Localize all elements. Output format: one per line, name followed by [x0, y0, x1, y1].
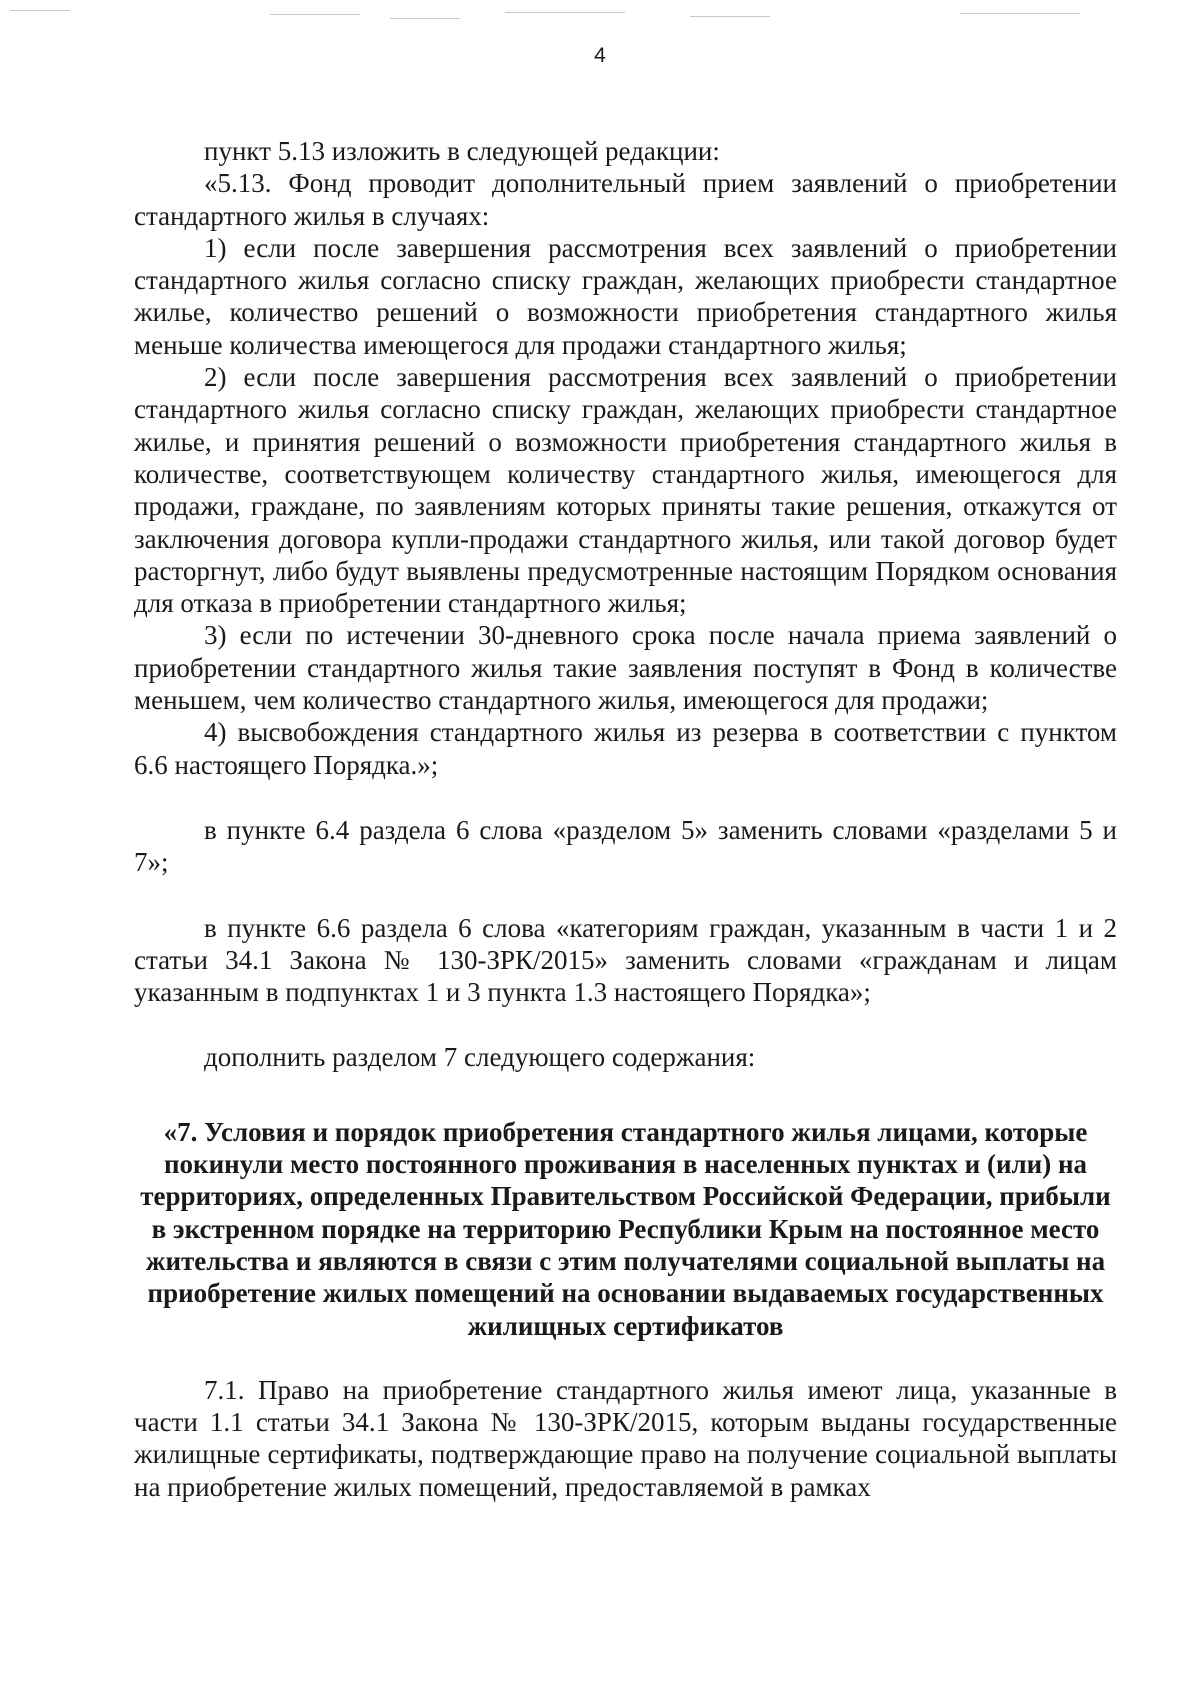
paragraph-item-2: 2) если после завершения рассмотрения всех заявлений о приобретении стандартного жилья согласно списку граждан, желающих приобрести стандартное жилье, и принятия решений о возможности приобретения стандартного жилья в количестве, соответствующем количеству стандартного жилья, имеющегося для продажи, граждане, по заявлениям которых приняты такие решения, откажутся от заключения договора купли-продажи стандартного жилья, или такой договор будет расторгнут, либо будут выявлены предусмотренные настоящим Порядком основания для отказа в приобретении стандартного жилья;	[134, 362, 1117, 619]
paragraph-item-3: 3) если по истечении 30-дневного срока после начала приема заявлений о приобретении стандартного жилья такие заявления поступят в Фонд в количестве меньшем, чем количество стандартного жилья, имеющегося для продажи;	[134, 620, 1117, 716]
section-7-heading: «7. Условия и порядок приобретения стандартного жилья лицами, которые покинули место постоянного проживания в населенных пунктах и (или) на территориях, определенных Правительством Российской Федерации, прибыли в экстренном порядке на территорию Республики Крым на постоянное место жительства и являются в связи с этим получателями социальной выплаты на приобретение жилых помещений на основании выдаваемых государственных жилищных сертификатов	[140, 1116, 1111, 1341]
paragraph-item-1: 1) если после завершения рассмотрения всех заявлений о приобретении стандартного жилья согласно списку граждан, желающих приобрести стандартное жилье, количество решений о возможности приобретения стандартного жилья меньше количества имеющегося для продажи стандартного жилья;	[134, 232, 1117, 360]
paragraph-item-4: 4) высвобождения стандартного жилья из резерва в соответствии с пунктом 6.6 настоящего Порядка.»;	[134, 717, 1117, 780]
document-body	[134, 135, 1117, 1503]
paragraph-7-1: 7.1. Право на приобретение стандартного жилья имеют лица, указанные в части 1.1 статьи 34.1 Закона № 130-ЗРК/2015, которым выданы государственные жилищные сертификаты, подтверждающие право на получение социальной выплаты на приобретение жилых помещений, предоставляемой в рамках	[134, 1374, 1117, 1502]
paragraph-6-6-amendment: в пункте 6.6 раздела 6 слова «категориям граждан, указанным в части 1 и 2 статьи 34.1 Закона № 130-ЗРК/2015» заменить словами «гражданам и лицам указанным в подпунктах 1 и 3 пункта 1.3 настоящего Порядка»;	[134, 912, 1117, 1008]
scan-noise	[0, 4, 1200, 34]
paragraph-intro: пункт 5.13 изложить в следующей редакции:	[204, 136, 720, 166]
paragraph-add-section-7: дополнить разделом 7 следующего содержания:	[204, 1042, 756, 1073]
paragraph-6-4-amendment: в пункте 6.4 раздела 6 слова «разделом 5» заменить словами «разделами 5 и 7»;	[134, 814, 1117, 878]
paragraph-5-13: «5.13. Фонд проводит дополнительный прием заявлений о приобретении стандартного жилья в случаях:	[134, 168, 1117, 231]
page-number: 4	[594, 44, 606, 67]
